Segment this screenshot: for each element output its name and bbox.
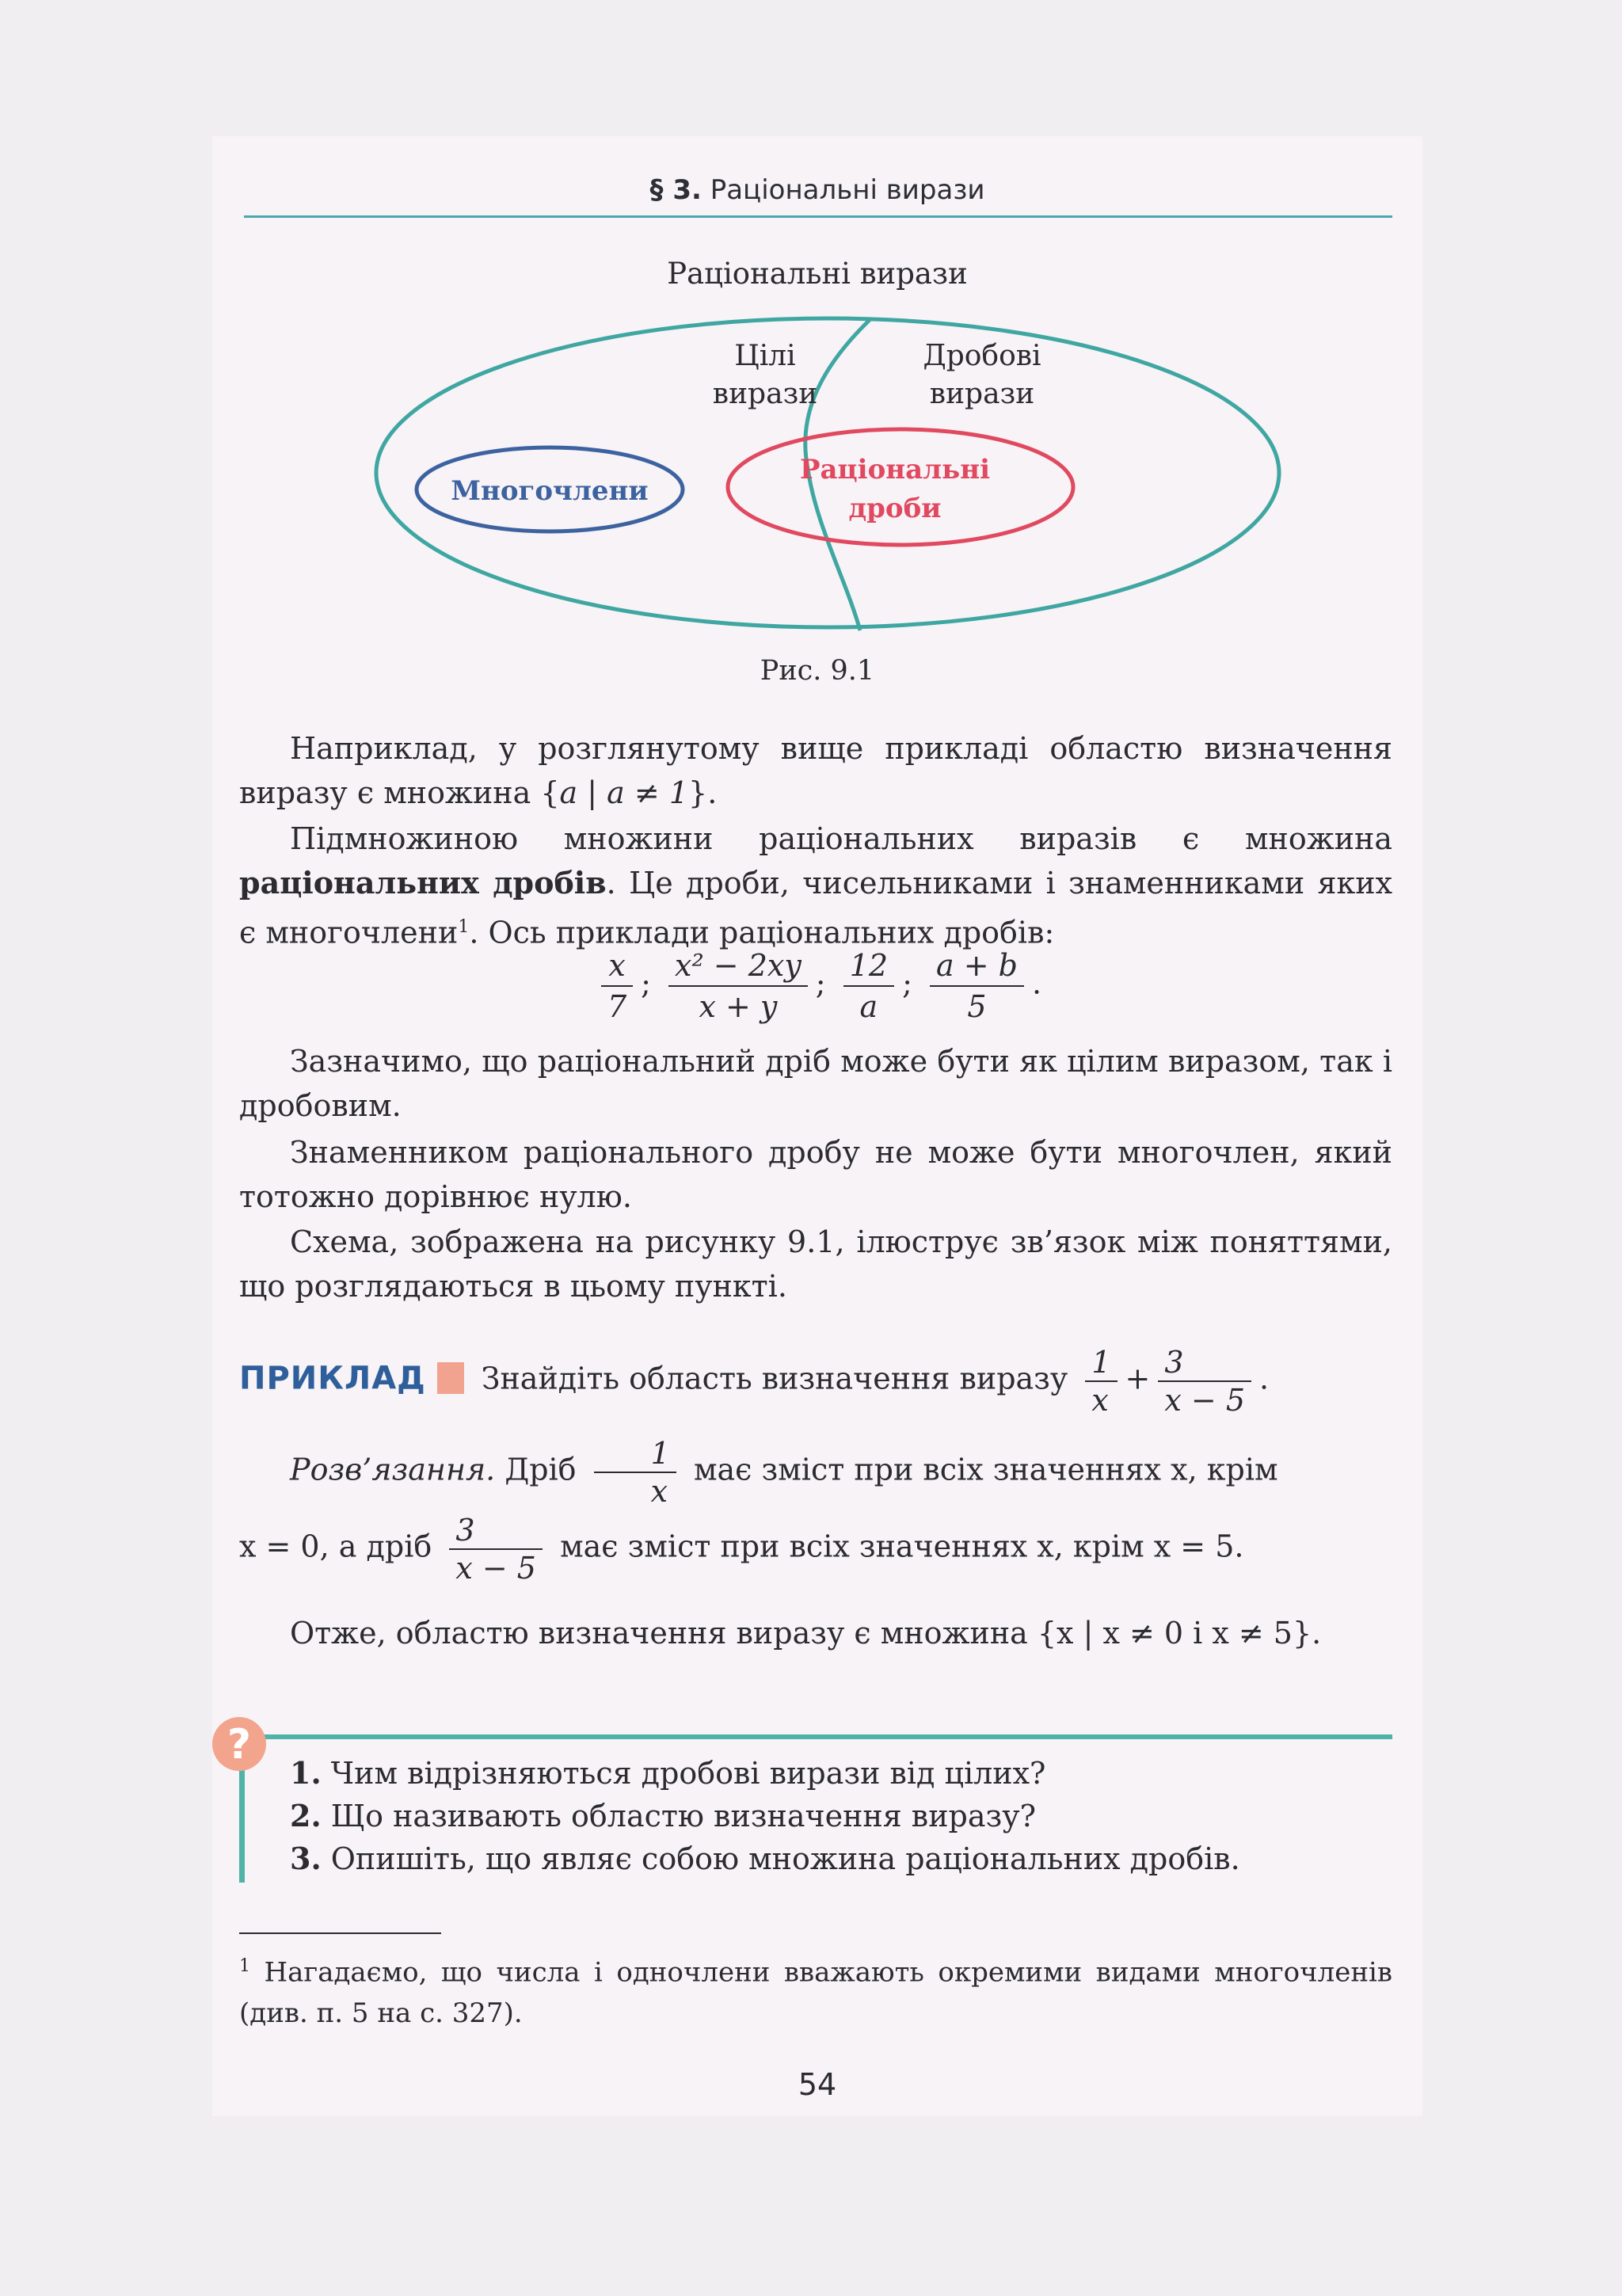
- rational-fractions-label-1: Раціональні: [799, 454, 991, 485]
- solution-line-1: [239, 1435, 1392, 1510]
- footnote-mark: 1: [239, 1956, 250, 1976]
- p1-set-close: }.: [688, 775, 718, 810]
- question-mark-icon: ?: [212, 1717, 266, 1771]
- solution-t1: Дріб: [504, 1452, 577, 1487]
- fractional-expressions-label: [895, 337, 1069, 413]
- fractional-label-line-1: Дробові: [923, 340, 1041, 372]
- question-number: 1.: [290, 1755, 322, 1791]
- question-text: Чим відрізняються дробові вирази від цілих?: [330, 1756, 1046, 1791]
- example-task: [239, 1344, 1392, 1418]
- textbook-page: [212, 136, 1422, 2116]
- question-item: [290, 1795, 1399, 1837]
- paragraph-denominator-note: Знаменником раціонального дробу не може бути многочлен, який тотожно дорівнює нулю.: [239, 1135, 1392, 1214]
- question-text: Опишіть, що являє собою множина раціональних дробів.: [330, 1841, 1240, 1876]
- solution-fraction-2-num: 3: [449, 1512, 543, 1550]
- task-fraction-1: [1085, 1344, 1117, 1418]
- section-title: Раціональні вирази: [710, 174, 985, 206]
- solution-fraction-2: [449, 1512, 543, 1586]
- task-fraction-2-num: 3: [1158, 1344, 1251, 1382]
- figure-caption: Рис. 9.1: [760, 655, 875, 687]
- p1-text: Наприклад, у розглянутому вище прикладі областю визначення виразу є множина: [239, 731, 1392, 810]
- task-plus: +: [1125, 1361, 1151, 1396]
- footnote-rule: [239, 1932, 441, 1934]
- solution-fraction-1: [594, 1435, 676, 1510]
- p1-set-open: {: [540, 775, 560, 810]
- example-sep-4: .: [1031, 965, 1042, 1001]
- solution-t2: має зміст при всіх значеннях x, крім: [693, 1452, 1278, 1487]
- polynomials-label: Многочлени: [451, 475, 649, 507]
- solution-line-2: [239, 1512, 1392, 1586]
- rational-fractions-label-2: дроби: [848, 493, 942, 524]
- question-text: Що називають областю визначення виразу?: [330, 1799, 1036, 1833]
- example-fraction-1-num: x: [601, 946, 633, 987]
- task-fraction-1-num: 1: [1085, 1344, 1117, 1382]
- example-fraction-3: [843, 946, 894, 1026]
- p2-part3: . Ось приклади раціональних дробів:: [469, 915, 1055, 950]
- example-fraction-4: [930, 946, 1024, 1026]
- fraction-examples: [212, 946, 1422, 1026]
- integer-label-line-2: вирази: [712, 378, 818, 410]
- integer-expressions-label: [678, 337, 852, 413]
- integer-label-line-1: Цілі: [734, 340, 796, 372]
- task-fraction-2: [1158, 1344, 1251, 1418]
- example-task-text: Знайдіть область визначення виразу: [481, 1361, 1068, 1396]
- example-fraction-3-den: a: [859, 989, 878, 1024]
- solution-fraction-2-den: x − 5: [455, 1551, 536, 1586]
- p2-part2: . Це дроби, чисельниками і знаменниками яких є многочлени: [239, 866, 1392, 950]
- page-number: 54: [798, 2067, 837, 2102]
- example-fraction-4-den: 5: [967, 989, 987, 1024]
- solution-t3: x = 0, а дріб: [239, 1529, 432, 1564]
- example-fraction-2: [668, 946, 808, 1026]
- question-item: [290, 1837, 1399, 1880]
- example-fraction-3-num: 12: [843, 946, 894, 987]
- example-marker-square: [437, 1362, 464, 1394]
- task-end: .: [1259, 1361, 1270, 1396]
- task-fraction-1-den: x: [1091, 1383, 1109, 1418]
- paragraph-rational-fractions-definition: [239, 817, 1392, 955]
- solution-t4: має зміст при всіх значеннях x, крім x = 5.: [560, 1529, 1244, 1564]
- p1-var: a: [559, 775, 578, 810]
- example-sep-3: ;: [902, 965, 912, 1001]
- footnote-text: Нагадаємо, що числа і одночлени вважають окремими видами многочленів (див. п. 5 на с. 327).: [239, 1956, 1392, 2030]
- solution-title: Розв’язання.: [290, 1452, 496, 1487]
- p2-bold-term: раціональних дробів: [239, 865, 607, 901]
- p2-part1: Підмножиною множини раціональних виразів є множина: [290, 821, 1392, 856]
- example-fraction-2-den: x + y: [699, 989, 778, 1024]
- rational-fractions-ellipse: [728, 429, 1073, 545]
- solution-conclusion: Отже, областю визначення виразу є множина {x | x ≠ 0 і x ≠ 5}.: [290, 1616, 1322, 1651]
- questions-rule: [244, 1734, 1392, 1739]
- example-label: ПРИКЛАД: [239, 1360, 426, 1397]
- example-sep-2: ;: [815, 965, 826, 1001]
- example-fraction-2-num: x² − 2xy: [668, 946, 808, 987]
- example-sep-1: ;: [641, 965, 651, 1001]
- task-fraction-2-den: x − 5: [1164, 1383, 1245, 1418]
- p1-cond: a ≠ 1: [607, 775, 689, 810]
- footnote-ref: 1: [458, 917, 470, 937]
- section-number: § 3.: [649, 174, 702, 206]
- questions-side-bar: [239, 1764, 245, 1883]
- footnote: [239, 1946, 1392, 2034]
- paragraph-domain-example: Наприклад, у розглянутому вище прикладі областю визначення виразу є множина {a | a ≠ 1}.: [239, 731, 1392, 810]
- fractional-label-line-2: вирази: [929, 378, 1035, 410]
- question-item: [290, 1752, 1399, 1795]
- solution-fraction-1-den: x: [650, 1474, 668, 1509]
- solution-fraction-1-num: 1: [594, 1435, 676, 1473]
- diagram-title: Раціональні вирази: [667, 257, 968, 291]
- example-fraction-1-den: 7: [607, 989, 627, 1024]
- paragraph-scheme-note: Схема, зображена на рисунку 9.1, ілюструє зв’язок між поняттями, що розглядаються в цьому пункті.: [239, 1224, 1392, 1304]
- question-number: 2.: [290, 1798, 322, 1833]
- example-fraction-1: [601, 946, 633, 1026]
- example-fraction-4-num: a + b: [930, 946, 1024, 987]
- question-number: 3.: [290, 1841, 322, 1876]
- paragraph-fraction-types: Зазначимо, що раціональний дріб може бути як цілим виразом, так і дробовим.: [239, 1044, 1392, 1123]
